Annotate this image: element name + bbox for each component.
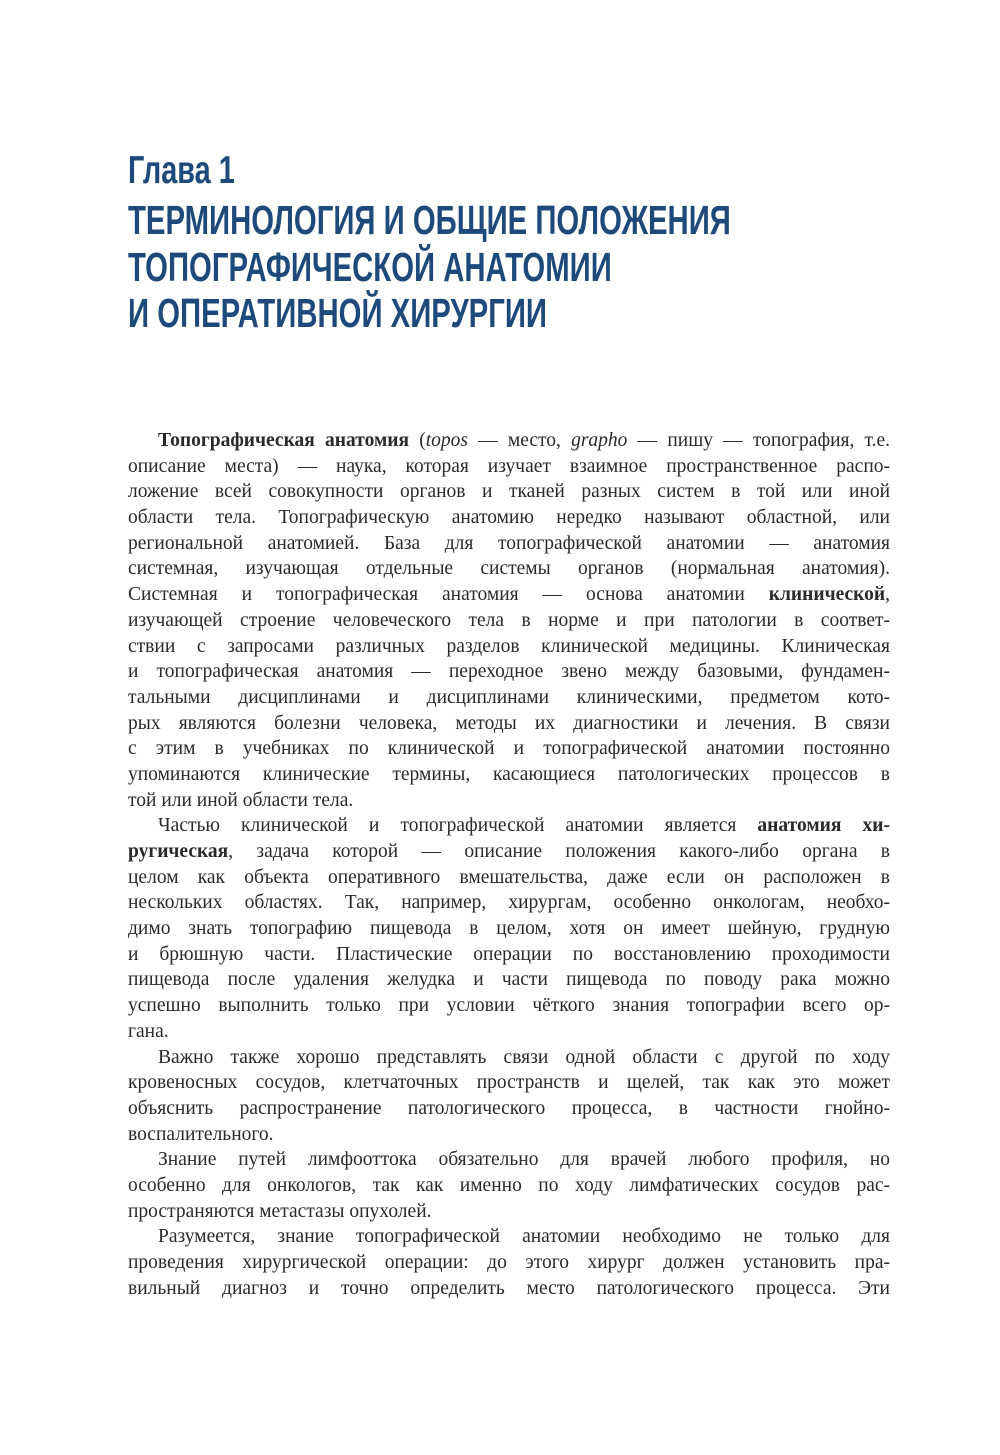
text-line [128, 479, 890, 505]
text-line [128, 531, 890, 557]
text-run: ( [409, 430, 426, 451]
italic-term: grapho [571, 430, 628, 451]
text-line [128, 916, 890, 942]
text-run: описание места) — наука, которая изучает взаимное пространственное распо- [128, 455, 890, 477]
text-run: Системная и топографическая анатомия — основа анатомии [128, 584, 769, 606]
text-line [128, 1096, 890, 1122]
paragraph [128, 428, 890, 813]
text-run: Важно также хорошо представлять связи одной области с другой по ходу [158, 1046, 890, 1068]
text-line [128, 839, 890, 865]
text-line [128, 556, 890, 582]
text-line [128, 1019, 890, 1045]
text-line [128, 454, 890, 480]
text-run: рых являются болезни человека, методы их диагностики и лечения. В связи [128, 712, 890, 734]
text-run: Разумеется, знание топографической анатомии необходимо не только для [158, 1226, 890, 1248]
text-run: с этим в учебниках по клинической и топографической анатомии постоянно [128, 738, 890, 760]
body-text [128, 428, 890, 1301]
text-line [128, 1224, 890, 1250]
text-run: воспалительного. [128, 1123, 274, 1145]
text-line [128, 1199, 890, 1225]
text-run: пространяются метастазы опухолей. [128, 1200, 432, 1222]
text-run: упоминаются клинические термины, касающиеся патологических процессов в [128, 763, 890, 785]
text-run: ствии с запросами различных разделов клинической медицины. Клиническая [128, 635, 890, 657]
text-run: проведения хирургической операции: до этого хирург должен установить пра- [128, 1252, 890, 1273]
chapter-label: Глава 1 [128, 149, 235, 192]
text-run: системная, изучающая отдельные системы органов (нормальная анатомия). [128, 558, 890, 580]
text-run: гана. [128, 1020, 169, 1042]
text-line [128, 428, 890, 454]
text-line [128, 582, 890, 608]
text-run: , задача которой — описание положения какого-либо органа в [228, 841, 890, 862]
text-run: вильный диагноз и точно определить место патологического процесса. Эти [128, 1277, 890, 1299]
text-run: изучающей строение человеческого тела в норме и при патологии в соответ- [128, 609, 890, 631]
text-run: и брюшную части. Пластические операции по восстановлению проходимости [128, 943, 890, 965]
italic-term: topos [425, 430, 468, 451]
text-run: димо знать топографию пищевода в целом, хотя он имеет шейную, грудную [128, 918, 890, 940]
text-line [128, 1173, 890, 1199]
paragraph [128, 1147, 890, 1224]
chapter-title-line: ТЕРМИНОЛОГИЯ И ОБЩИЕ ПОЛОЖЕНИЯ [128, 197, 731, 243]
text-run: тальными дисциплинами и дисциплинами клиническими, предметом кото- [128, 686, 890, 708]
text-run: Знание путей лимфооттока обязательно для врачей любого профиля, но [158, 1149, 890, 1171]
text-line [128, 1070, 890, 1096]
text-line [128, 659, 890, 685]
text-line [128, 967, 890, 993]
bold-term: клинической [768, 584, 886, 606]
paragraph [128, 1224, 890, 1301]
text-line [128, 711, 890, 737]
bold-term: ругическая [128, 841, 229, 862]
text-line [128, 1045, 890, 1071]
text-run: пищевода после удаления желудка и части пищевода по поводу рака можно [128, 969, 890, 991]
text-line [128, 993, 890, 1019]
text-line [128, 1250, 890, 1276]
text-run: объяснить распространение патологического процесса, в частности гнойно- [128, 1097, 890, 1119]
text-run: области тела. Топографическую анатомию нередко называют областной, или [128, 507, 890, 529]
text-line [128, 762, 890, 788]
text-line [128, 685, 890, 711]
chapter-title [128, 197, 731, 337]
text-run: региональной анатомией. База для топографической анатомии — анатомия [128, 532, 890, 554]
text-run: успешно выполнить только при условии чёткого знания топографии всего ор- [128, 995, 890, 1017]
chapter-title-line: И ОПЕРАТИВНОЙ ХИРУРГИИ [128, 290, 548, 336]
text-line [128, 942, 890, 968]
text-line [128, 813, 890, 839]
text-run: целом как объекта оперативного вмешательства, даже если он расположен в [128, 866, 890, 888]
bold-term: анатомия хи- [757, 815, 890, 837]
text-line [128, 890, 890, 916]
text-line [128, 1276, 890, 1302]
text-run: той или иной области тела. [128, 789, 354, 811]
text-run: — место, [467, 430, 572, 451]
text-line [128, 1147, 890, 1173]
text-run: особенно для онкологов, так как именно по ходу лимфатических сосудов рас- [128, 1174, 890, 1196]
text-line [128, 505, 890, 531]
text-line [128, 634, 890, 660]
text-run: ложение всей совокупности органов и тканей разных систем в той или иной [128, 481, 890, 503]
text-run: кровеносных сосудов, клетчаточных пространств и щелей, так как это может [128, 1072, 890, 1094]
paragraph [128, 1045, 890, 1148]
text-line [128, 865, 890, 891]
text-run: — пишу — топография, т.е. [627, 430, 891, 451]
chapter-title-line: ТОПОГРАФИЧЕСКОЙ АНАТОМИИ [128, 243, 612, 290]
text-run: и топографическая анатомия — переходное звено между базовыми, фундамен- [128, 661, 890, 683]
paragraph [128, 813, 890, 1044]
text-line [128, 1122, 890, 1148]
text-run: нескольких областях. Так, например, хирургам, особенно онкологам, необхо- [128, 892, 890, 914]
text-run: , [885, 584, 890, 606]
text-run: Частью клинической и топографической анатомии является [158, 815, 758, 837]
text-line [128, 608, 890, 634]
bold-term: Топографическая анатомия [158, 430, 410, 451]
text-line [128, 736, 890, 762]
text-line [128, 788, 890, 814]
